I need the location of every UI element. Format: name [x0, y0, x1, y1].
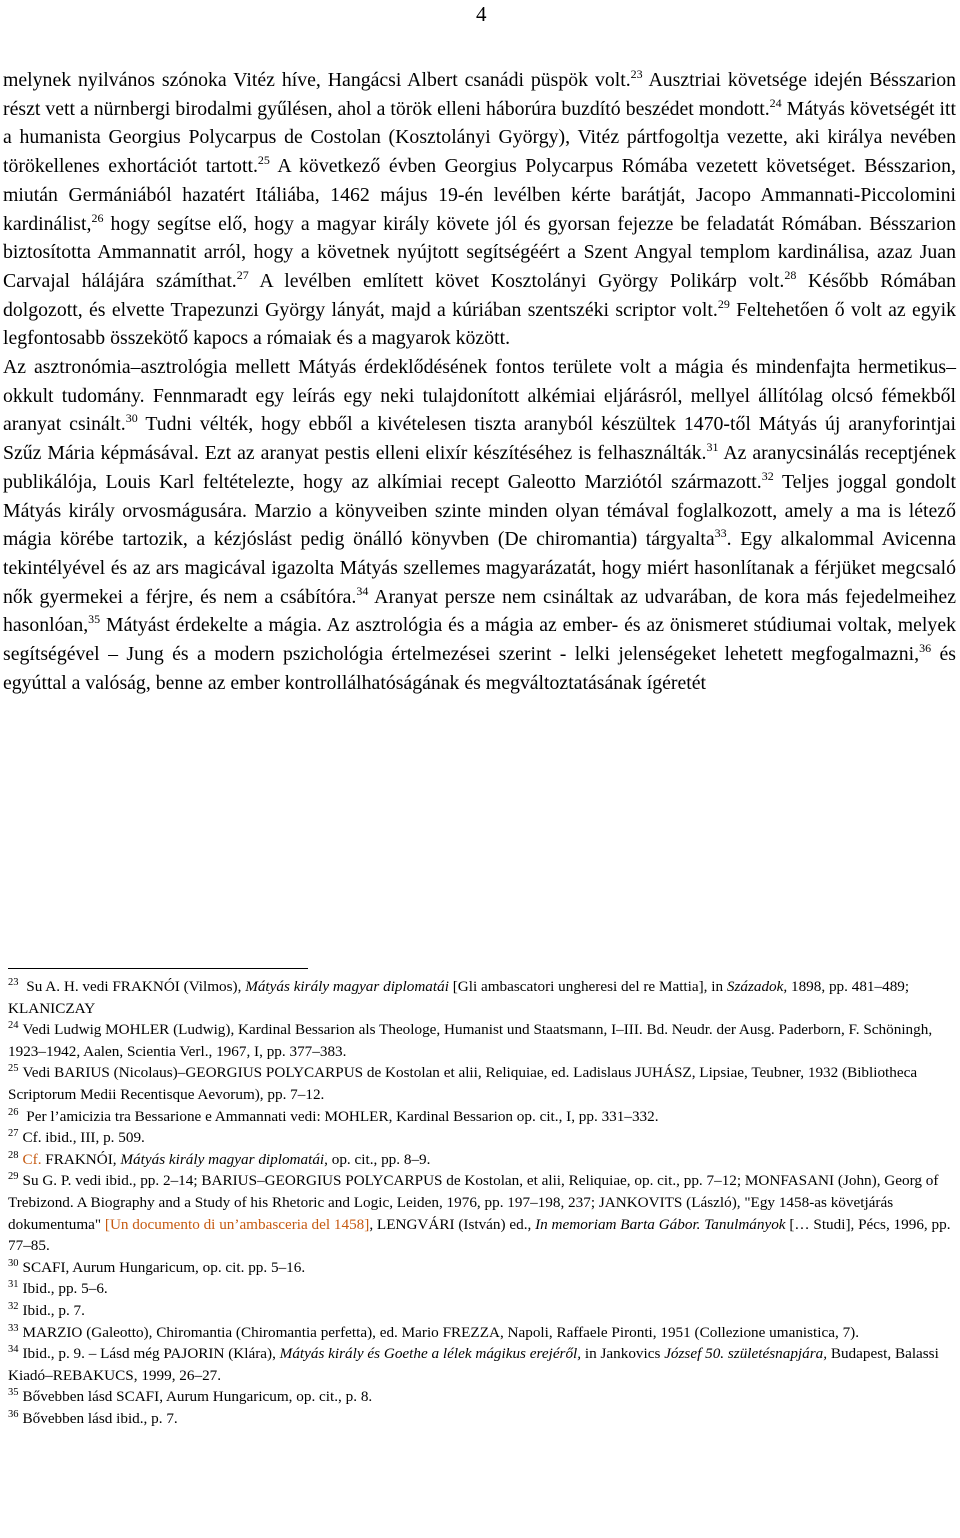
footnote-text: Ibid., p. 9. – Lásd még PAJORIN (Klára),	[22, 1345, 280, 1363]
body-text-segment: Ausztriai követsége idején Bésszarion részt vett a nürnbergi birodalmi gyűlésen, ahol a török elleni háborúra buzdító beszédet mondott.	[3, 69, 956, 120]
footnote-text: Per l’amicizia tra Bessarione e Ammannati vedi: MOHLER, Kardinal Bessarion op. cit., I, pp. 331–332.	[22, 1107, 659, 1125]
footnote-text: [Un documento di un’ambasceria del 1458]	[104, 1215, 370, 1233]
footnote-reference: 34	[356, 583, 369, 598]
footnote-number: 36	[8, 1408, 19, 1420]
body-text-segment: A levélben említett követ Kosztolányi György Polikárp volt.	[248, 269, 785, 292]
footnote-28	[8, 1149, 954, 1171]
footnote-text: In memoriam Barta Gábor. Tanulmányok	[535, 1215, 786, 1233]
body-text-segment: A következő évben Georgius Polycarpus Rómába vezetett követséget. Bésszarion, miután Germániából hazatért Itáliába, 1462 május 19-én levélben kérte barátját, Jacopo Ammannati-Piccolomini kardinálist,	[3, 155, 956, 235]
footnote-reference: 33	[714, 526, 727, 541]
footnote-text: Bővebben lásd SCAFI, Aurum Hungaricum, op. cit., p. 8.	[22, 1388, 373, 1406]
footnote-number: 23	[8, 977, 19, 988]
footnote-text: Századok,	[726, 978, 788, 995]
footnote-number: 34	[8, 1344, 19, 1356]
footnote-text: Mátyás király magyar diplomatái	[120, 1150, 325, 1168]
footnote-text: Bővebben lásd ibid., p. 7.	[22, 1409, 178, 1427]
footnote-text: [… Studi], Pécs, 1996, pp. 77–85.	[8, 1215, 951, 1255]
footnote-reference: 23	[630, 67, 643, 81]
footnote-reference: 27	[236, 267, 249, 282]
footnote-text: in Jankovics	[581, 1345, 665, 1363]
footnote-number: 26	[8, 1106, 19, 1118]
footnote-text: Su G. P. vedi ibid., pp. 2–14; BARIUS–GEORGIUS POLYCARPUS de Kostolan, et alii, Reliquiae, op. cit., pp. 7–12; MONFASANI (John), Georg of Trebizond. A Biography and a Study of his Rhetoric and Logic, Leiden, 1976, pp. 197–198, 237; JANKOVITS (László), "Egy 1458-as követjárás dokumentuma"	[8, 1172, 939, 1233]
body-text-segment: Később Rómában dolgozott, és elvette Trapezunzi György lányát, majd a kúriában szentszéki scriptor volt.	[3, 269, 957, 321]
footnote-text: Cf. ibid., III, p. 509.	[22, 1129, 145, 1147]
footnote-reference: 24	[769, 95, 782, 110]
footnote-number: 30	[8, 1257, 19, 1269]
footnote-text: MARZIO (Galeotto), Chiromantia (Chiromantia perfetta), ed. Mario FREZZA, Napoli, Raffaele Pironti, 1951 (Collezione umanistica, 7).	[22, 1323, 860, 1341]
body-text	[3, 66, 956, 697]
footnote-text: József 50. születésnapjára,	[664, 1345, 828, 1363]
footnote-23	[8, 976, 954, 1019]
footnote-text: Su A. H. vedi FRAKNÓI (Vilmos),	[22, 978, 246, 995]
footnote-32	[8, 1300, 954, 1322]
footnote-30	[8, 1257, 954, 1279]
footnote-number: 31	[8, 1279, 19, 1291]
footnote-text: Budapest, Balassi Kiadó–REBAKUCS, 1999, 26–27.	[8, 1345, 939, 1384]
footnote-number: 25	[8, 1063, 19, 1075]
body-text-segment: Mátyás követségét itt a humanista Georgius Polycarpus de Costolan (Kosztolányi György), Vitéz pártfogoltja vezette, aki királya nevében törökellenes exhortációt tartott.	[3, 97, 956, 178]
footnote-number: 24	[8, 1020, 19, 1032]
body-text-segment: Feltehetően ő volt az egyik legfontosabb összekötő kapocs a rómaiak és a magyarok között.	[3, 298, 956, 350]
footnote-reference: 25	[257, 153, 270, 168]
body-text-segment: és egyúttal a valóság, benne az ember kontrollálhatóságának és megváltoztatásának ígéretét	[3, 643, 956, 694]
body-text-segment: Az asztronómia–asztrológia mellett Mátyás érdeklődésének fontos területe volt a mágia és mindenfajta hermetikus–okkult tudomány. Fennmaradt egy leírás egy neki tulajdonított alkémiai eljárásról, mellyel állítólag olcsó fémekből aranyat csinált.	[3, 356, 956, 436]
body-text-segment: Az aranycsinálás receptjének publikálója, Louis Karl feltételezte, hogy az alkímiai recept Galeotto Marziótól származott.	[3, 442, 956, 493]
footnote-reference: 28	[784, 267, 797, 282]
footnote-number: 35	[8, 1387, 19, 1399]
body-text-segment: hogy segítse elő, hogy a magyar király követe jól és gyorsan fejezze be feladatát Rómában. Bésszarion biztosította Ammannatit arról, hogy a követnek nyújtott segítségéért a Szent Angyal templom kardinálisa, azaz Juan Carvajal hálájára számíthat.	[3, 212, 956, 292]
body-paragraph	[3, 66, 956, 353]
footnote-reference: 30	[125, 411, 138, 426]
footnote-reference: 32	[761, 468, 774, 483]
footnote-number: 29	[8, 1171, 19, 1183]
footnote-29	[8, 1170, 954, 1256]
footnote-number: 27	[8, 1128, 19, 1140]
footnote-text: [Gli ambascatori ungheresi del re Mattia], in	[448, 978, 727, 995]
footnote-27	[8, 1127, 954, 1149]
footnote-number: 33	[8, 1322, 19, 1334]
footnote-text: Cf.	[22, 1150, 42, 1168]
footnote-separator	[8, 968, 308, 969]
footnote-text: Vedi Ludwig MOHLER (Ludwig), Kardinal Bessarion als Theologe, Humanist und Staatsmann, I–III. Bd. Neudr. der Ausg. Paderborn, F. Schöningh, 1923–1942, Aalen, Scientia Verl., 1967, I, pp. 377–383.	[8, 1021, 933, 1060]
page-number: 4	[476, 2, 487, 26]
body-text-segment: Mátyást érdekelte a mágia. Az asztrológia és a mágia az ember- és az önismeret stúdiumai voltak, melyek segítségével – Jung és a modern pszichológia értelmezései szerint - lelki jelenségeket lehetett megfogalmazni,	[3, 614, 956, 666]
footnote-25	[8, 1062, 954, 1105]
footnote-text: FRAKNÓI,	[41, 1150, 121, 1168]
footnote-text: , op. cit., pp. 8–9.	[324, 1150, 431, 1168]
body-text-segment: . Egy alkalommal Avicenna tekintélyével és az ars magicával igazolta Mátyás szellemes magyarázatát, hogy miért hasonlítanak a férjüket megcsaló nők gyermekei a férjre, és nem a csábítóra.	[3, 528, 956, 608]
footnote-34	[8, 1343, 954, 1386]
body-text-segment: Teljes joggal gondolt Mátyás király orvosmágusára. Marzio a könyveiben szinte minden olyan témával foglalkozott, amely a ma is létező mágia körébe tartozik, a kézjóslást pedig önálló könyvben (De chiromantia) tárgyalta	[3, 470, 956, 551]
body-text-segment: melynek nyilvános szónoka Vitéz híve, Hangácsi Albert csanádi püspök volt.	[3, 69, 631, 91]
footnote-text: Mátyás király és Goethe a lélek mágikus erejéről,	[279, 1345, 582, 1363]
body-text-segment: Aranyat persze nem csináltak az udvarában, de kora más fejedelmeihez hasonlóan,	[3, 585, 956, 637]
footnote-text: Mátyás király magyar diplomatái	[245, 978, 449, 995]
footnote-26	[8, 1106, 954, 1128]
footnote-text: Vedi BARIUS (Nicolaus)–GEORGIUS POLYCARPUS de Kostolan et alii, Reliquiae, ed. Ladislaus JUHÁSZ, Lipsiae, Teubner, 1932 (Bibliotheca Scriptorum Medii Recentisque Aevorum), pp. 7–12.	[8, 1064, 918, 1103]
footnote-text: Ibid., p. 7.	[22, 1301, 85, 1319]
footnote-33	[8, 1322, 954, 1344]
body-paragraph	[3, 353, 956, 697]
footnote-text: SCAFI, Aurum Hungaricum, op. cit. pp. 5–16.	[22, 1258, 306, 1276]
footnote-text: Ibid., pp. 5–6.	[22, 1280, 108, 1298]
footnote-text: 1898, pp. 481–489; KLANICZAY	[8, 978, 910, 1017]
footnote-reference: 36	[919, 641, 932, 656]
footnotes	[8, 976, 954, 1429]
footnote-text: , LENGVÁRI (István) ed.,	[369, 1215, 536, 1233]
body-text-segment: Tudni vélték, hogy ebből a kivételesen tiszta aranyból készültek 1470-től Mátyás új aranyforintjai Szűz Mária képmásával. Ezt az aranyat pestis elleni elixír készítéséhez is felhasználták.	[3, 413, 957, 465]
footnote-reference: 35	[88, 612, 101, 627]
footnote-31	[8, 1278, 954, 1300]
footnote-reference: 29	[717, 296, 730, 311]
footnote-number: 32	[8, 1300, 19, 1312]
footnote-36	[8, 1408, 954, 1430]
footnote-reference: 26	[91, 210, 104, 225]
footnote-24	[8, 1019, 954, 1062]
footnote-number: 28	[8, 1149, 19, 1161]
footnote-35	[8, 1386, 954, 1408]
footnote-reference: 31	[706, 440, 719, 455]
